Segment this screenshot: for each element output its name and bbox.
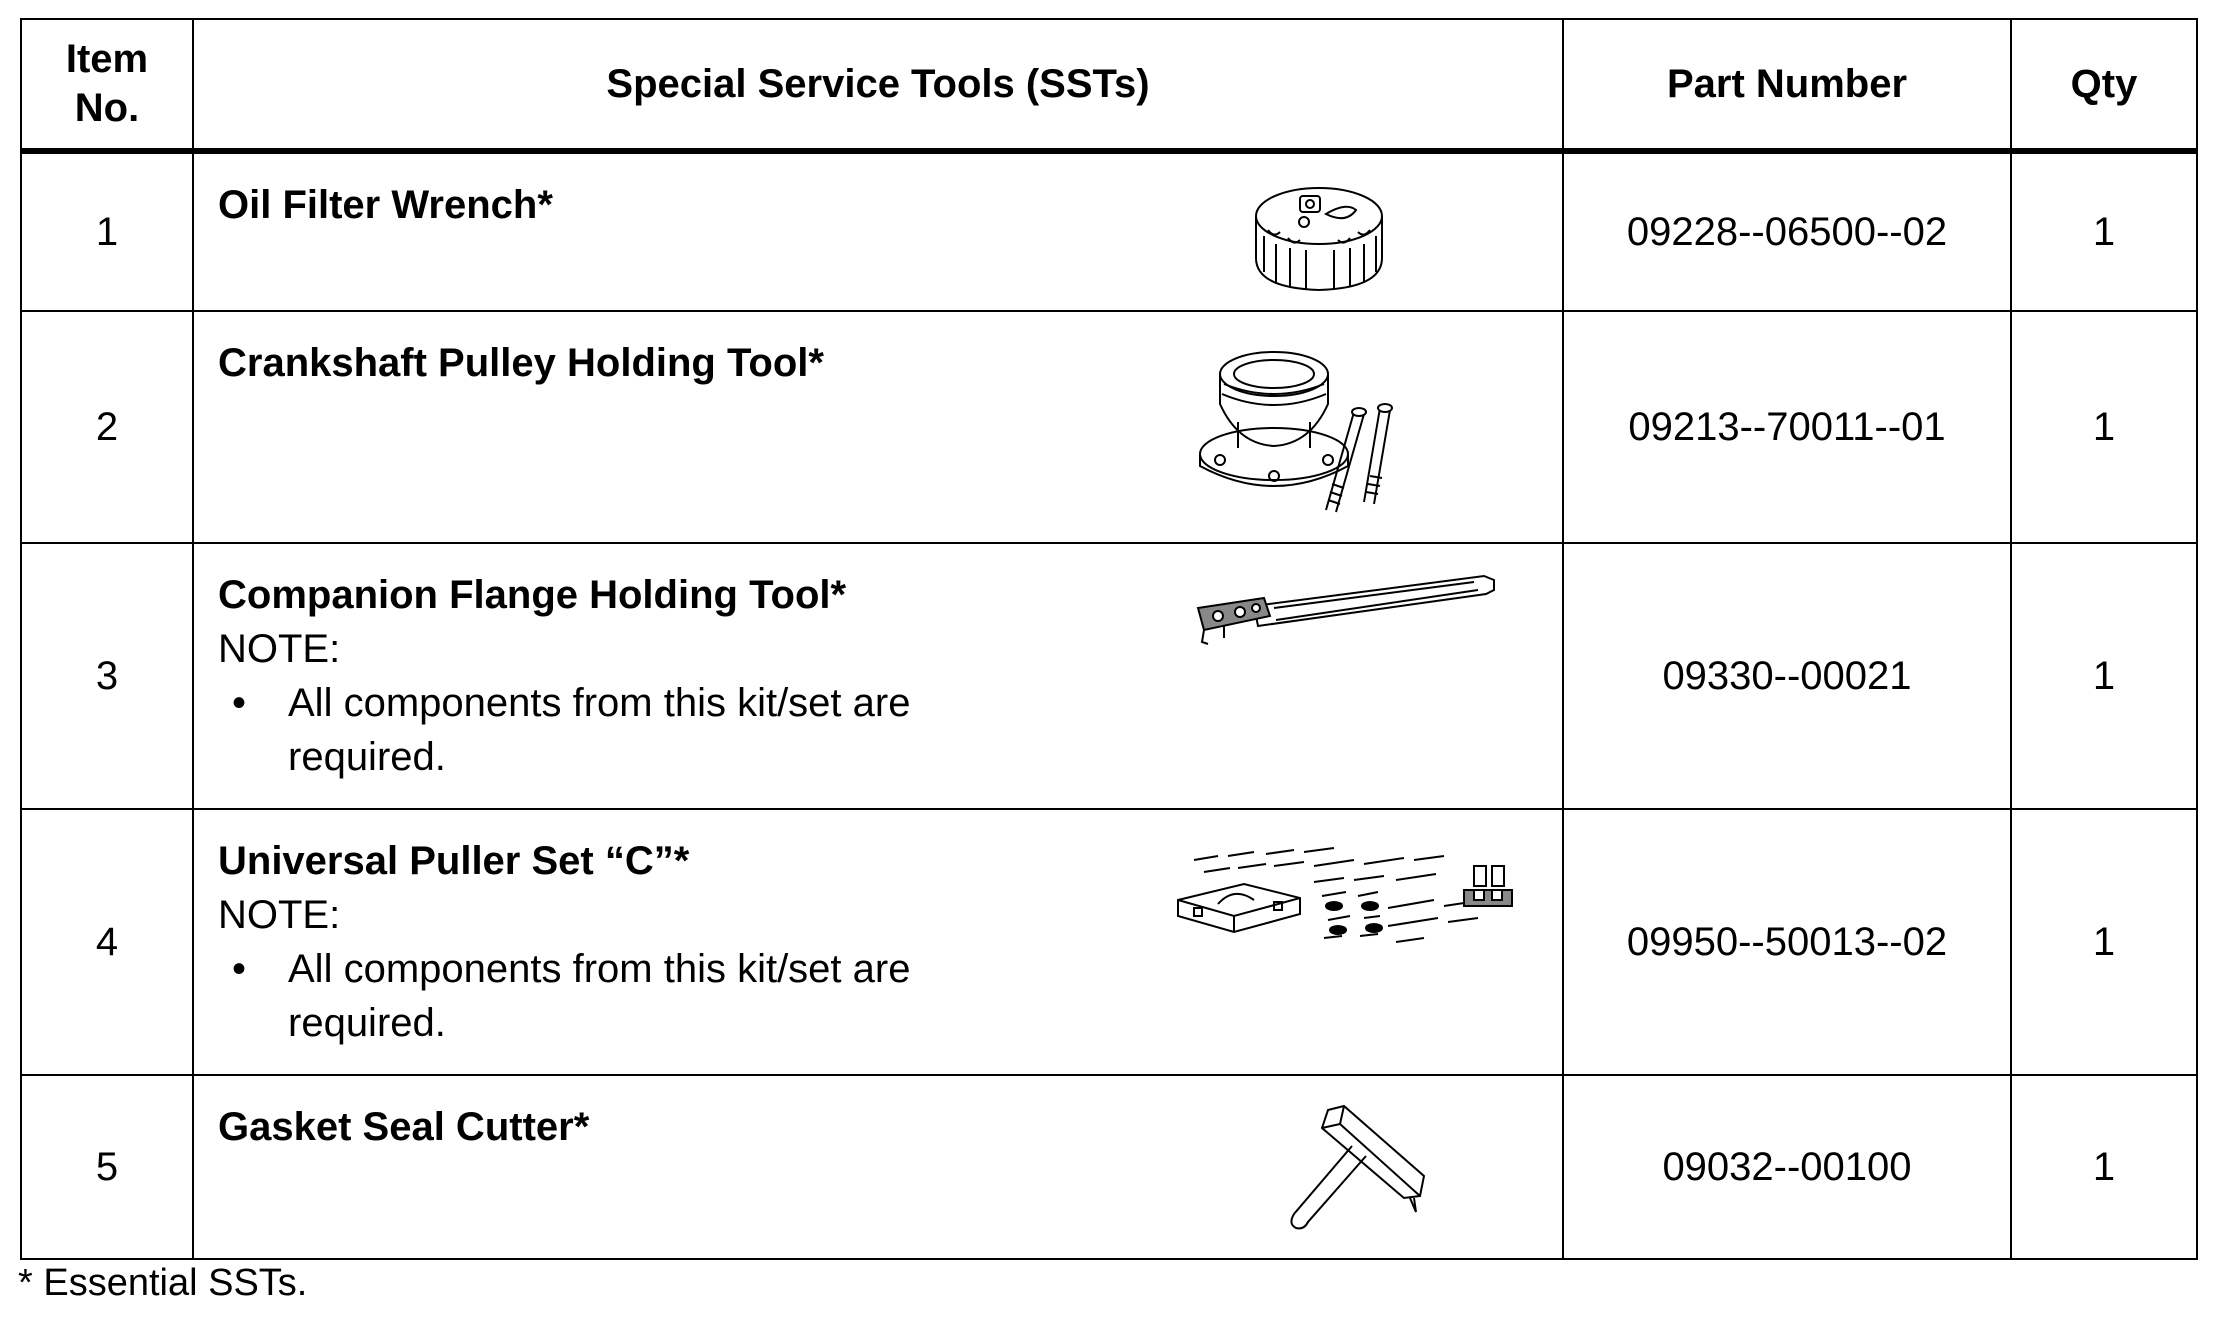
header-tools: Special Service Tools (SSTs)	[193, 19, 1563, 151]
tool-cell	[193, 543, 1563, 809]
tool-cell	[193, 1075, 1563, 1259]
part-number: 09950--50013--02	[1563, 809, 2011, 1075]
quantity: 1	[2011, 809, 2197, 1075]
note-label: NOTE:	[218, 893, 341, 937]
table-header-row	[21, 19, 2197, 151]
note-item: • All components from this kit/set are required.	[218, 676, 1008, 784]
footnote: * Essential SSTs.	[18, 1262, 308, 1304]
gasket-seal-cutter-icon	[1274, 1102, 1444, 1242]
tool-name: Gasket Seal Cutter*	[218, 1105, 590, 1149]
sst-table	[20, 18, 2198, 1260]
table-row	[21, 311, 2197, 543]
note-item: • All components from this kit/set are required.	[218, 942, 1008, 1050]
part-number: 09213--70011--01	[1563, 311, 2011, 543]
item-number: 2	[21, 311, 193, 543]
table-row	[21, 151, 2197, 311]
quantity: 1	[2011, 151, 2197, 311]
quantity: 1	[2011, 1075, 2197, 1259]
note-list	[218, 942, 1168, 1050]
item-number: 3	[21, 543, 193, 809]
tool-name: Universal Puller Set “C”*	[218, 839, 690, 883]
tool-name: Companion Flange Holding Tool*	[218, 573, 847, 617]
quantity: 1	[2011, 543, 2197, 809]
item-number: 1	[21, 151, 193, 311]
oil-filter-wrench-icon	[1234, 176, 1404, 296]
header-part-number: Part Number	[1563, 19, 2011, 151]
header-item-no: Item No.	[21, 19, 193, 151]
table-row	[21, 1075, 2197, 1259]
tool-cell	[193, 151, 1563, 311]
header-qty: Qty	[2011, 19, 2197, 151]
note-label: NOTE:	[218, 627, 341, 671]
table-row	[21, 809, 2197, 1075]
table-row	[21, 543, 2197, 809]
companion-flange-holding-tool-icon	[1194, 564, 1504, 654]
item-number: 5	[21, 1075, 193, 1259]
tool-name: Oil Filter Wrench*	[218, 183, 553, 227]
tool-cell	[193, 311, 1563, 543]
part-number: 09032--00100	[1563, 1075, 2011, 1259]
item-number: 4	[21, 809, 193, 1075]
part-number: 09228--06500--02	[1563, 151, 2011, 311]
part-number: 09330--00021	[1563, 543, 2011, 809]
tool-name: Crankshaft Pulley Holding Tool*	[218, 341, 824, 385]
universal-puller-set-icon	[1174, 846, 1534, 966]
note-list	[218, 676, 1168, 784]
crankshaft-pulley-holding-tool-icon	[1194, 334, 1424, 534]
tool-cell	[193, 809, 1563, 1075]
quantity: 1	[2011, 311, 2197, 543]
